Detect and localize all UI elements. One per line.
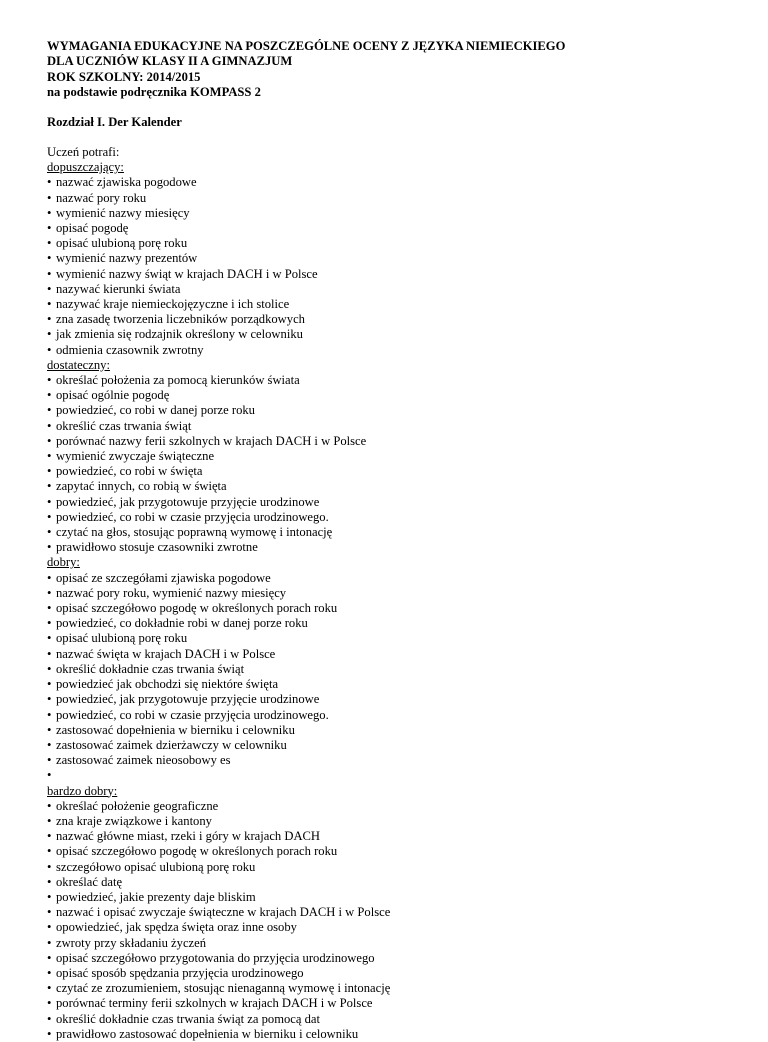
chapter-title: Rozdział I. Der Kalender bbox=[47, 115, 182, 130]
requirement-item: • opisać szczegółowo przygotowania do przyjęcia urodzinowego bbox=[47, 951, 747, 966]
requirement-item: • powiedzieć, jak przygotowuje przyjęcie urodzinowe bbox=[47, 495, 747, 510]
requirement-item: • opisać ulubioną porę roku bbox=[47, 631, 747, 646]
requirement-item: • powiedzieć, jakie prezenty daje bliskim bbox=[47, 890, 747, 905]
requirement-item: • określić czas trwania świąt bbox=[47, 419, 747, 434]
requirements-list bbox=[47, 160, 747, 1042]
requirement-item: • prawidłowo zastosować dopełnienia w bierniku i celowniku bbox=[47, 1027, 747, 1042]
requirement-item: • nazwać święta w krajach DACH i w Polsce bbox=[47, 647, 747, 662]
requirement-item: • opisać sposób spędzania przyjęcia urodzinowego bbox=[47, 966, 747, 981]
requirement-item: • porównać nazwy ferii szkolnych w krajach DACH i w Polsce bbox=[47, 434, 747, 449]
requirement-item: • określać położenia za pomocą kierunków świata bbox=[47, 373, 747, 388]
requirement-item: • nazwać i opisać zwyczaje świąteczne w krajach DACH i w Polsce bbox=[47, 905, 747, 920]
requirement-item: • określić dokładnie czas trwania świąt za pomocą dat bbox=[47, 1012, 747, 1027]
requirement-item: • zastosować zaimek dzierżawczy w celowniku bbox=[47, 738, 747, 753]
requirement-item: • prawidłowo stosuje czasowniki zwrotne bbox=[47, 540, 747, 555]
requirement-item: • nazwać pory roku, wymienić nazwy miesięcy bbox=[47, 586, 747, 601]
header-year-line: ROK SZKOLNY: 2014/2015 bbox=[47, 69, 201, 84]
requirement-item: • nazywać kierunki świata bbox=[47, 282, 747, 297]
requirement-item: • nazywać kraje niemieckojęzyczne i ich stolice bbox=[47, 297, 747, 312]
requirement-item: • odmienia czasownik zwrotny bbox=[47, 343, 747, 358]
requirement-item: • szczegółowo opisać ulubioną porę roku bbox=[47, 860, 747, 875]
requirement-item: • opisać pogodę bbox=[47, 221, 747, 236]
requirement-item: • powiedzieć jak obchodzi się niektóre święta bbox=[47, 677, 747, 692]
requirement-item: • jak zmienia się rodzajnik określony w celowniku bbox=[47, 327, 747, 342]
grade-level-heading: dostateczny: bbox=[47, 357, 110, 372]
header-title-line: WYMAGANIA EDUKACYJNE NA POSZCZEGÓLNE OCENY Z JĘZYKA NIEMIECKIEGO bbox=[47, 39, 566, 53]
requirement-item: • określać położenie geograficzne bbox=[47, 799, 747, 814]
requirement-item: • powiedzieć, co robi w święta bbox=[47, 464, 747, 479]
requirement-item: • zna kraje związkowe i kantony bbox=[47, 814, 747, 829]
requirement-item: • porównać terminy ferii szkolnych w krajach DACH i w Polsce bbox=[47, 996, 747, 1011]
requirement-item: • nazwać zjawiska pogodowe bbox=[47, 175, 747, 190]
requirement-item: • czytać ze zrozumieniem, stosując nienaganną wymowę i intonację bbox=[47, 981, 747, 996]
requirement-item: • wymienić nazwy miesięcy bbox=[47, 206, 747, 221]
requirement-item: • powiedzieć, co robi w danej porze roku bbox=[47, 403, 747, 418]
requirement-item: • zastosować zaimek nieosobowy es bbox=[47, 753, 747, 768]
requirement-item: • określać datę bbox=[47, 875, 747, 890]
requirement-item: • powiedzieć, co robi w czasie przyjęcia urodzinowego. bbox=[47, 510, 747, 525]
document-body bbox=[47, 39, 747, 1042]
requirement-item: • wymienić nazwy prezentów bbox=[47, 251, 747, 266]
grade-level-heading: dobry: bbox=[47, 555, 80, 570]
requirement-item: • zna zasadę tworzenia liczebników porządkowych bbox=[47, 312, 747, 327]
grade-level-heading: bardzo dobry: bbox=[47, 783, 118, 798]
requirement-item: • wymienić nazwy świąt w krajach DACH i w Polsce bbox=[47, 267, 747, 282]
requirement-item: • opisać szczegółowo pogodę w określonych porach roku bbox=[47, 844, 747, 859]
requirement-item: • opisać szczegółowo pogodę w określonych porach roku bbox=[47, 601, 747, 616]
grade-level-heading: dopuszczający: bbox=[47, 160, 124, 175]
requirement-item: • wymienić zwyczaje świąteczne bbox=[47, 449, 747, 464]
requirement-item: • określić dokładnie czas trwania świąt bbox=[47, 662, 747, 677]
requirement-item: • opisać ze szczegółami zjawiska pogodowe bbox=[47, 571, 747, 586]
header-textbook-line: na podstawie podręcznika KOMPASS 2 bbox=[47, 84, 261, 99]
requirement-item: • opowiedzieć, jak spędza święta oraz inne osoby bbox=[47, 920, 747, 935]
document-header bbox=[47, 39, 747, 100]
requirement-item: • zwroty przy składaniu życzeń bbox=[47, 936, 747, 951]
header-class-line: DLA UCZNIÓW KLASY II A GIMNAZJUM bbox=[47, 54, 293, 69]
requirement-item: • zapytać innych, co robią w święta bbox=[47, 479, 747, 494]
requirement-item: • nazwać pory roku bbox=[47, 191, 747, 206]
requirement-item: • powiedzieć, jak przygotowuje przyjęcie urodzinowe bbox=[47, 692, 747, 707]
requirement-item: • nazwać główne miast, rzeki i góry w krajach DACH bbox=[47, 829, 747, 844]
intro-text: Uczeń potrafi: bbox=[47, 145, 120, 160]
requirement-item: • powiedzieć, co dokładnie robi w danej porze roku bbox=[47, 616, 747, 631]
requirement-item: • powiedzieć, co robi w czasie przyjęcia urodzinowego. bbox=[47, 708, 747, 723]
requirement-item: • opisać ulubioną porę roku bbox=[47, 236, 747, 251]
requirement-item: • opisać ogólnie pogodę bbox=[47, 388, 747, 403]
requirement-item: • czytać na głos, stosując poprawną wymowę i intonację bbox=[47, 525, 747, 540]
empty-bullet bbox=[47, 768, 747, 783]
requirement-item: • zastosować dopełnienia w bierniku i celowniku bbox=[47, 723, 747, 738]
